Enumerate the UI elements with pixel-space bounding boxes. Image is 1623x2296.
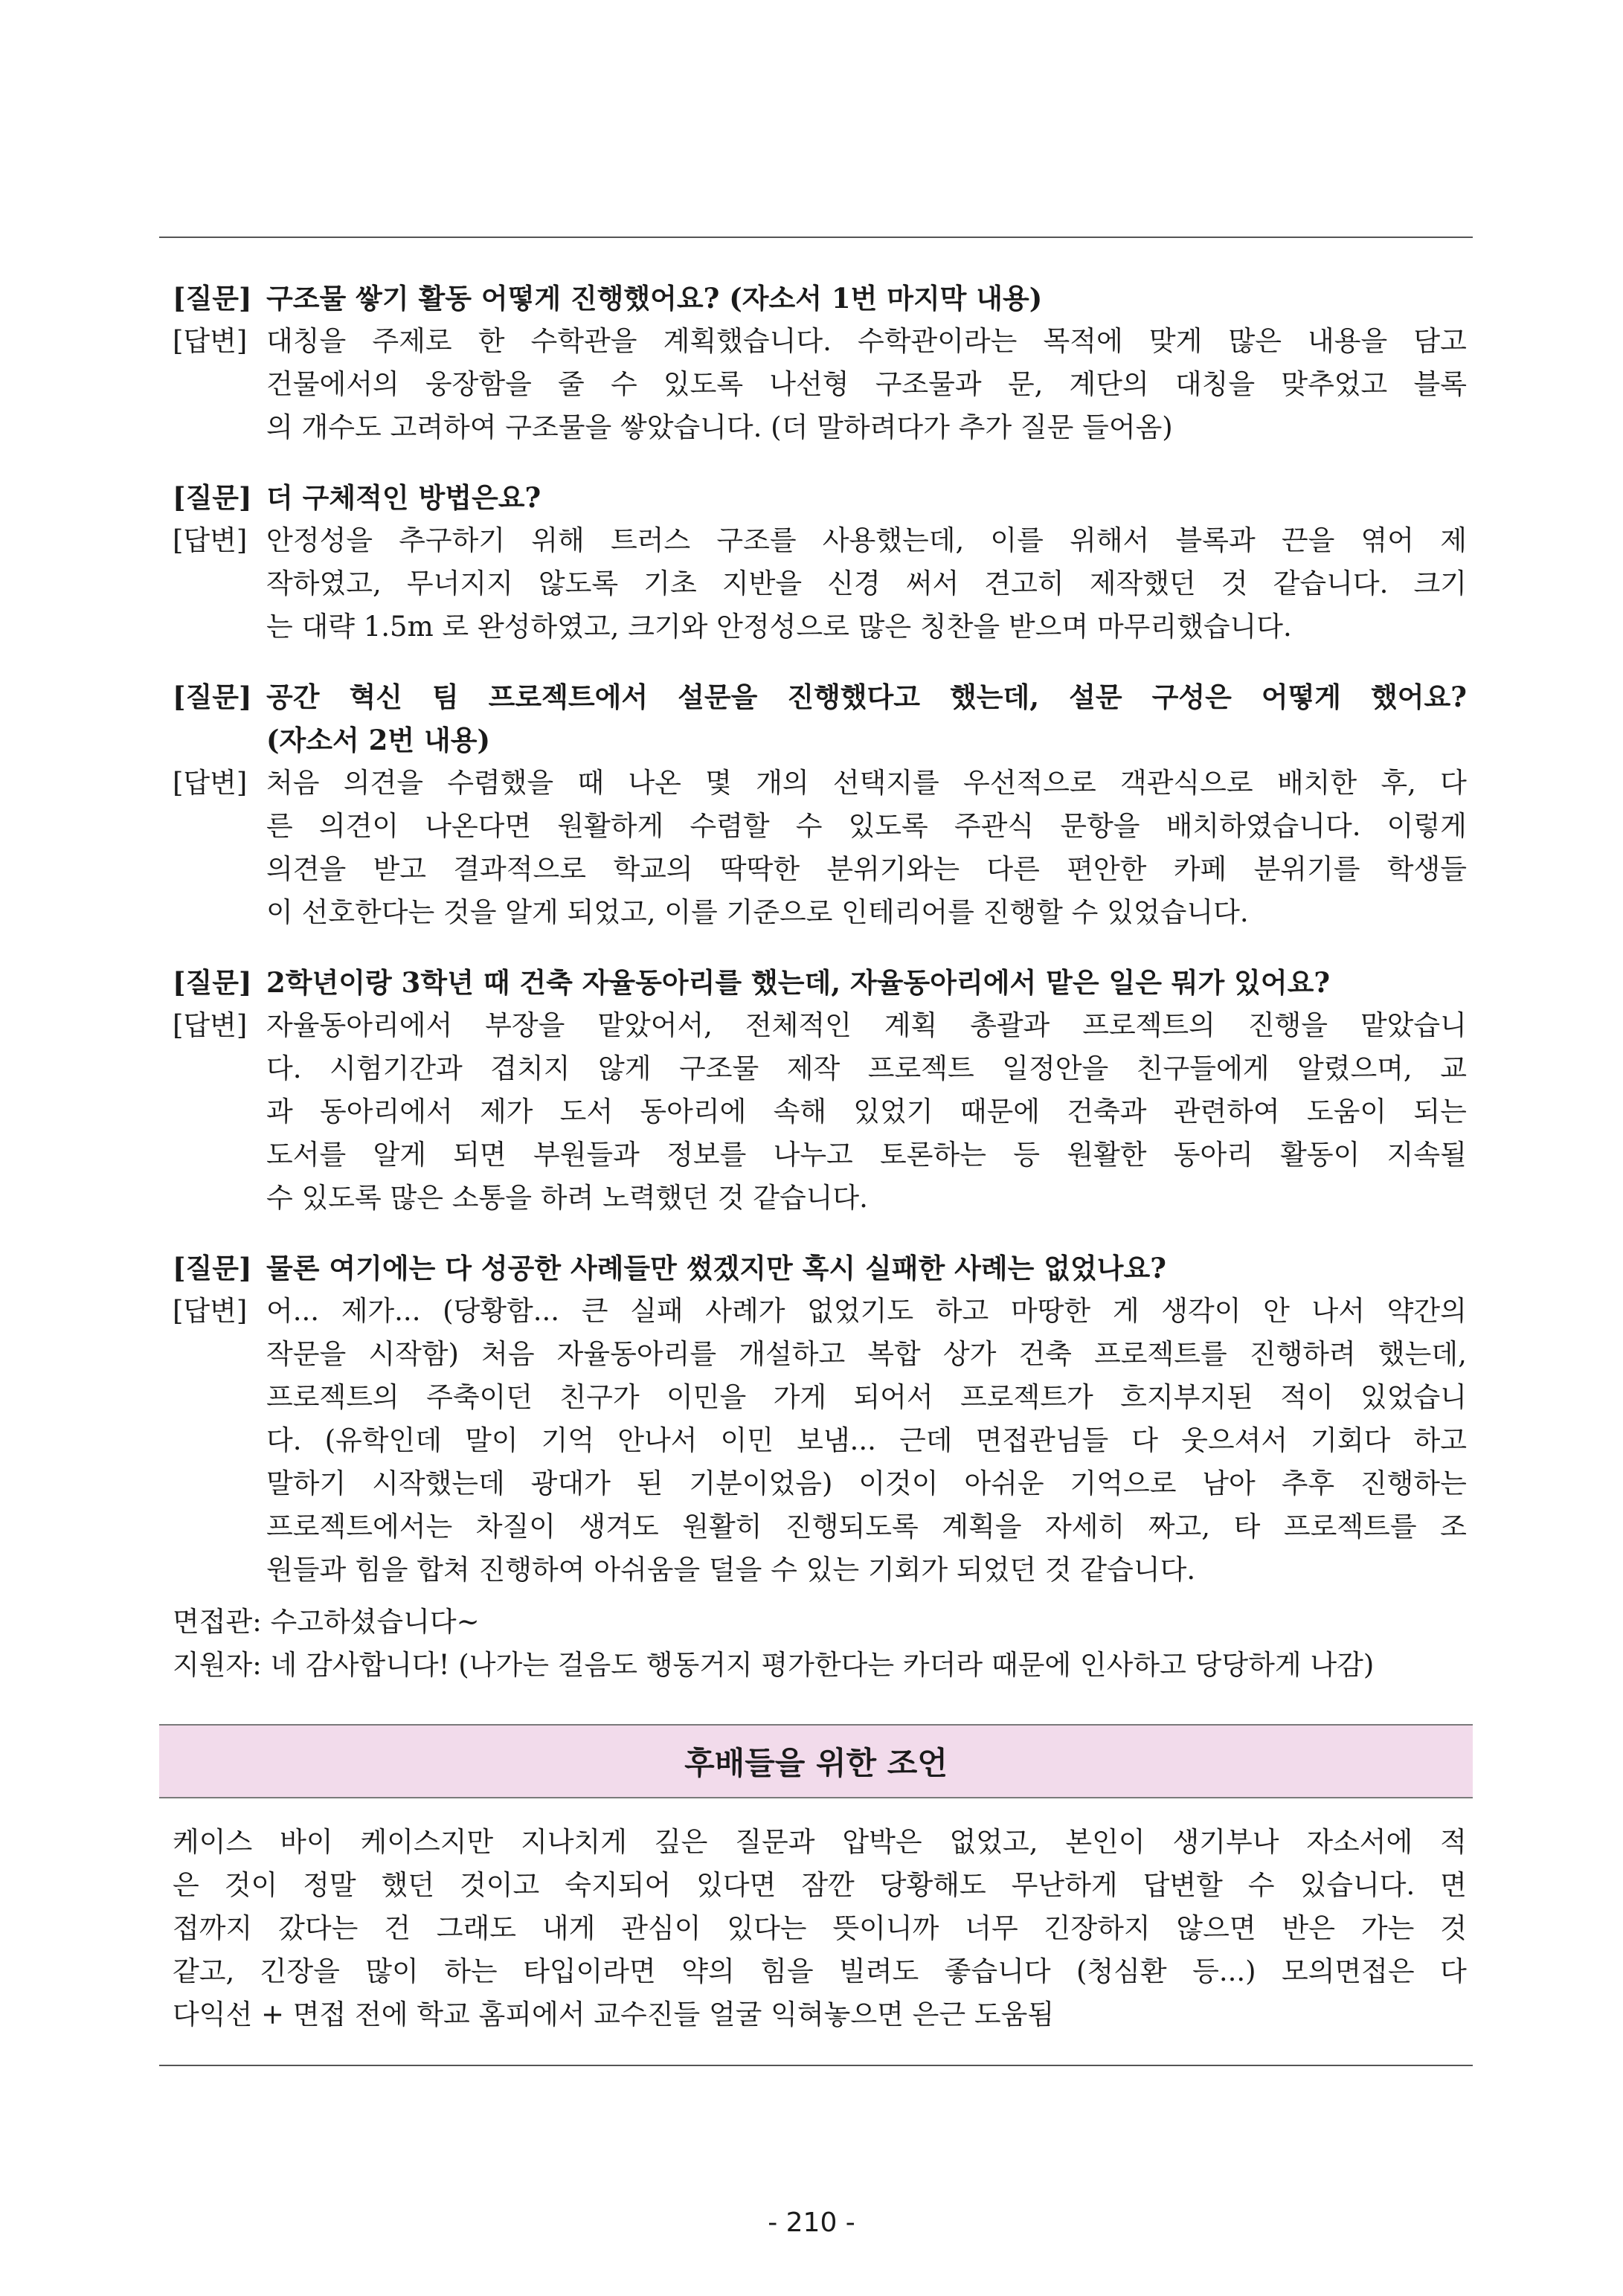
answer-row (173, 1290, 1467, 1592)
text-line: (자소서 2번 내용) (266, 724, 490, 756)
text-line: 수 있도록 많은 소통을 하려 노력했던 것 같습니다. (266, 1182, 868, 1214)
text-line: 프로젝트에서는 차질이 생겨도 원활히 진행되도록 계획을 자세히 짜고, 타 프로젝트를 조 (266, 1511, 1467, 1543)
question-label: [질문] (173, 966, 252, 999)
text-line: 공간 혁신 팀 프로젝트에서 설문을 진행했다고 했는데, 설문 구성은 어떻게 했어요? (266, 681, 1467, 713)
question-label: [질문] (173, 481, 252, 514)
answer-text (266, 519, 1467, 649)
bottom-rule (159, 2065, 1473, 2066)
text-line: 는 대략 1.5m 로 완성하였고, 크기와 안정성으로 많은 칭찬을 받으며 마무리했습니다. (266, 611, 1292, 643)
text-line: 면접관: 수고하셨습니다~ (173, 1606, 480, 1638)
text-line: 이 선호한다는 것을 알게 되었고, 이를 기준으로 인테리어를 진행할 수 있었습니다. (266, 896, 1249, 928)
answer-text (266, 762, 1467, 934)
text-line: 과 동아리에서 제가 도서 동아리에 속해 있었기 때문에 건축과 관련하여 도움이 되는 (266, 1096, 1467, 1128)
qa-block (173, 476, 1467, 649)
answer-label: [답변] (173, 1295, 248, 1327)
text-line: 작문을 시작함) 처음 자율동아리를 개설하고 복합 상가 건축 프로젝트를 진행하려 했는데, (266, 1338, 1467, 1370)
question-text (266, 476, 1467, 519)
text-line: 다익선 + 면접 전에 학교 홈피에서 교수진들 얼굴 익혀놓으면 은근 도움됨 (173, 1998, 1055, 2030)
answer-row (173, 1004, 1467, 1220)
answer-row (173, 519, 1467, 649)
text-line: 처음 의견을 수렴했을 때 나온 몇 개의 선택지를 우선적으로 객관식으로 배치한 후, 다 (266, 767, 1467, 799)
text-line: 안정성을 추구하기 위해 트러스 구조를 사용했는데, 이를 위해서 블록과 끈을 엮어 제 (266, 524, 1467, 556)
interview-qa-section (173, 277, 1467, 1687)
text-line: 작하였고, 무너지지 않도록 기초 지반을 신경 써서 견고히 제작했던 것 같습니다. 크기 (266, 567, 1467, 599)
section-title: 후배들을 위한 조언 (684, 1745, 948, 1781)
answer-row (173, 320, 1467, 449)
closing-dialogue (173, 1601, 1467, 1687)
advice-paragraph (173, 1821, 1467, 2036)
text-line: 은 것이 정말 했던 것이고 숙지되어 있다면 잠깐 당황해도 무난하게 답변할 수 있습니다. 면 (173, 1869, 1467, 1901)
top-rule (159, 237, 1473, 238)
qa-block (173, 961, 1467, 1220)
page-number: - 210 - (768, 2207, 855, 2238)
answer-row (173, 762, 1467, 934)
text-line: 지원자: 네 감사합니다! (나가는 걸음도 행동거지 평가한다는 카더라 때문에 인사하고 당당하게 나감) (173, 1649, 1375, 1681)
qa-block (173, 1247, 1467, 1592)
text-line: 대칭을 주제로 한 수학관을 계획했습니다. 수학관이라는 목적에 맞게 많은 내용을 담고 (266, 325, 1467, 357)
question-row (173, 961, 1467, 1004)
text-line: 프로젝트의 주축이던 친구가 이민을 가게 되어서 프로젝트가 흐지부지된 적이 있었습니 (266, 1381, 1467, 1413)
text-line: 접까지 갔다는 건 그래도 내게 관심이 있다는 뜻이니까 너무 긴장하지 않으면 반은 가는 것 (173, 1912, 1467, 1944)
text-line: 의 개수도 고려하여 구조물을 쌓았습니다. (더 말하려다가 추가 질문 들어옴) (266, 411, 1173, 443)
text-line: 의견을 받고 결과적으로 학교의 딱딱한 분위기와는 다른 편안한 카페 분위기를 학생들 (266, 853, 1467, 885)
text-line: 구조물 쌓기 활동 어떻게 진행했어요? (자소서 1번 마지막 내용) (266, 282, 1043, 315)
question-row (173, 476, 1467, 519)
question-row (173, 675, 1467, 762)
text-line: 더 구체적인 방법은요? (266, 481, 541, 514)
answer-label: [답변] (173, 1009, 248, 1041)
text-line: 자율동아리에서 부장을 맡았어서, 전체적인 계획 총괄과 프로젝트의 진행을 맡았습니 (266, 1009, 1467, 1041)
section-heading (159, 1724, 1473, 1798)
question-text (266, 1247, 1467, 1290)
text-line: 도서를 알게 되면 부원들과 정보를 나누고 토론하는 등 원활한 동아리 활동이 지속될 (266, 1139, 1467, 1171)
text-line: 어... 제가... (당황함... 큰 실패 사례가 없었기도 하고 마땅한 게 생각이 안 나서 약간의 (266, 1295, 1467, 1327)
answer-text (266, 1290, 1467, 1592)
question-row (173, 1247, 1467, 1290)
answer-label: [답변] (173, 524, 248, 556)
text-line: 다. (유학인데 말이 기억 안나서 이민 보냄... 근데 면접관님들 다 웃으셔서 기회다 하고 (266, 1424, 1467, 1456)
text-line: 른 의견이 나온다면 원활하게 수렴할 수 있도록 주관식 문항을 배치하였습니다. 이렇게 (266, 810, 1467, 842)
answer-text (266, 320, 1467, 449)
question-label: [질문] (173, 282, 252, 315)
answer-text (266, 1004, 1467, 1220)
question-label: [질문] (173, 681, 252, 713)
qa-block (173, 277, 1467, 449)
text-line: 건물에서의 웅장함을 줄 수 있도록 나선형 구조물과 문, 계단의 대칭을 맞추었고 블록 (266, 368, 1467, 400)
text-line: 물론 여기에는 다 성공한 사례들만 썼겠지만 혹시 실패한 사례는 없었나요? (266, 1252, 1166, 1284)
question-text (266, 961, 1467, 1004)
text-line: 다. 시험기간과 겹치지 않게 구조물 제작 프로젝트 일정안을 친구들에게 알렸으며, 교 (266, 1052, 1467, 1084)
text-line: 2학년이랑 3학년 때 건축 자율동아리를 했는데, 자율동아리에서 맡은 일은 뭐가 있어요? (266, 966, 1331, 999)
text-line: 말하기 시작했는데 광대가 된 기분이었음) 이것이 아쉬운 기억으로 남아 추후 진행하는 (266, 1467, 1467, 1499)
text-line: 원들과 힘을 합쳐 진행하여 아쉬움을 덜을 수 있는 기회가 되었던 것 같습니다. (266, 1554, 1196, 1586)
question-row (173, 277, 1467, 320)
answer-label: [답변] (173, 767, 248, 799)
text-line: 케이스 바이 케이스지만 지나치게 깊은 질문과 압박은 없었고, 본인이 생기부나 자소서에 적 (173, 1826, 1467, 1858)
qa-block (173, 675, 1467, 934)
question-text (266, 675, 1467, 762)
text-line: 같고, 긴장을 많이 하는 타입이라면 약의 힘을 빌려도 좋습니다 (청심환 등...) 모의면접은 다 (173, 1955, 1467, 1987)
question-label: [질문] (173, 1252, 252, 1284)
answer-label: [답변] (173, 325, 248, 357)
question-text (266, 277, 1467, 320)
